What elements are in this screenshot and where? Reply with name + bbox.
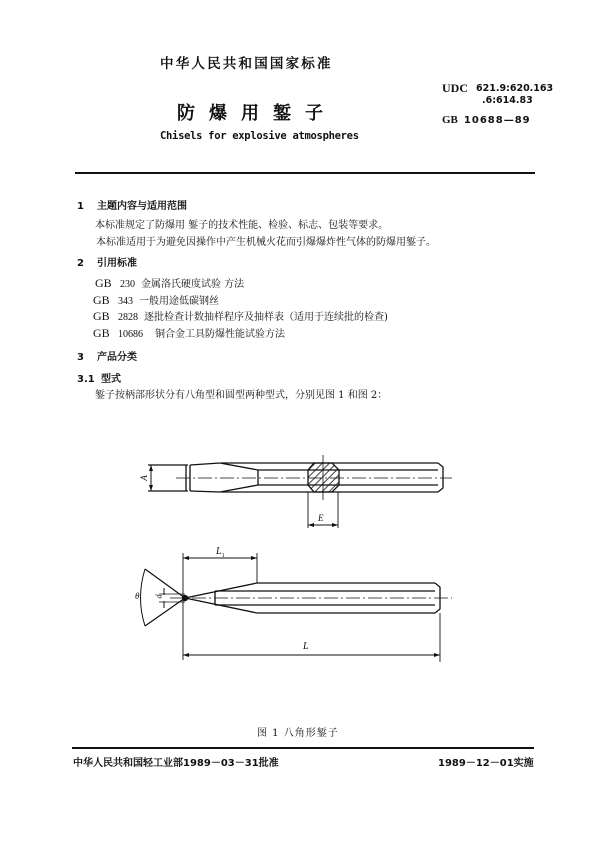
section-1-paragraph-1: 本标准规定了防爆用 錾子的技术性能、检验、标志、包装等要求。 xyxy=(95,220,389,231)
chisel-side-view xyxy=(148,463,443,528)
udc-code-line1: 621.9:620.163 xyxy=(476,83,554,94)
angle-label-theta: θ xyxy=(135,591,140,601)
section-1-paragraph-2: 本标准适用于为避免因操作中产生机械火花而引爆爆炸性气体的防爆用錾子。 xyxy=(96,237,436,248)
figure-caption: 图 1 八角形錾子 xyxy=(257,728,339,739)
national-standard-heading: 中华人民共和国国家标准 xyxy=(160,56,333,72)
udc-label: UDC xyxy=(442,81,468,95)
implementation-date: 1989－12－01实施 xyxy=(438,758,534,769)
gb-number: 10688—89 xyxy=(463,115,531,126)
dimension-label-d: d xyxy=(154,594,164,599)
document-title-en: Chisels for explosive atmospheres xyxy=(160,130,359,142)
chisel-front-view xyxy=(141,553,441,662)
dimension-label-L1: $L_1$ xyxy=(216,546,225,559)
section-number: 1 xyxy=(77,201,84,212)
reference-item: GB 230 金属洛氏硬度试验 方法 xyxy=(95,276,245,290)
gb-prefix: GB xyxy=(442,114,458,126)
section-number: 3 xyxy=(77,352,84,363)
section-title: 产品分类 xyxy=(97,352,137,363)
dimension-label-A: A xyxy=(138,475,149,481)
document-title-cn: 防爆用錾子 xyxy=(177,103,337,124)
subsection-3-1-text: 錾子按柄部形状分有八角型和圆型两种型式，分别见图 1 和图 2： xyxy=(95,390,388,401)
section-number: 2 xyxy=(77,258,84,269)
reference-item: GB 10686 铜合金工具防爆性能试验方法 xyxy=(93,326,285,340)
dimension-label-L: L xyxy=(303,641,309,652)
octagon-cross-section xyxy=(308,463,339,492)
udc-code-line2: .6:614.83 xyxy=(482,95,533,106)
approval-statement: 中华人民共和国轻工业部1989－03－31批准 xyxy=(73,758,279,769)
reference-item: GB 343 一般用途低碳钢丝 xyxy=(93,293,219,307)
footer-rule xyxy=(72,747,534,749)
section-title: 主题内容与适用范围 xyxy=(97,201,187,212)
subsection-number: 3.1 xyxy=(77,374,95,385)
section-title: 引用标准 xyxy=(97,258,137,269)
subsection-title: 型式 xyxy=(101,374,121,385)
dimension-label-E: E xyxy=(318,513,324,523)
reference-item: GB 2828 逐批检查计数抽样程序及抽样表（适用于连续批的检查) xyxy=(93,309,388,323)
